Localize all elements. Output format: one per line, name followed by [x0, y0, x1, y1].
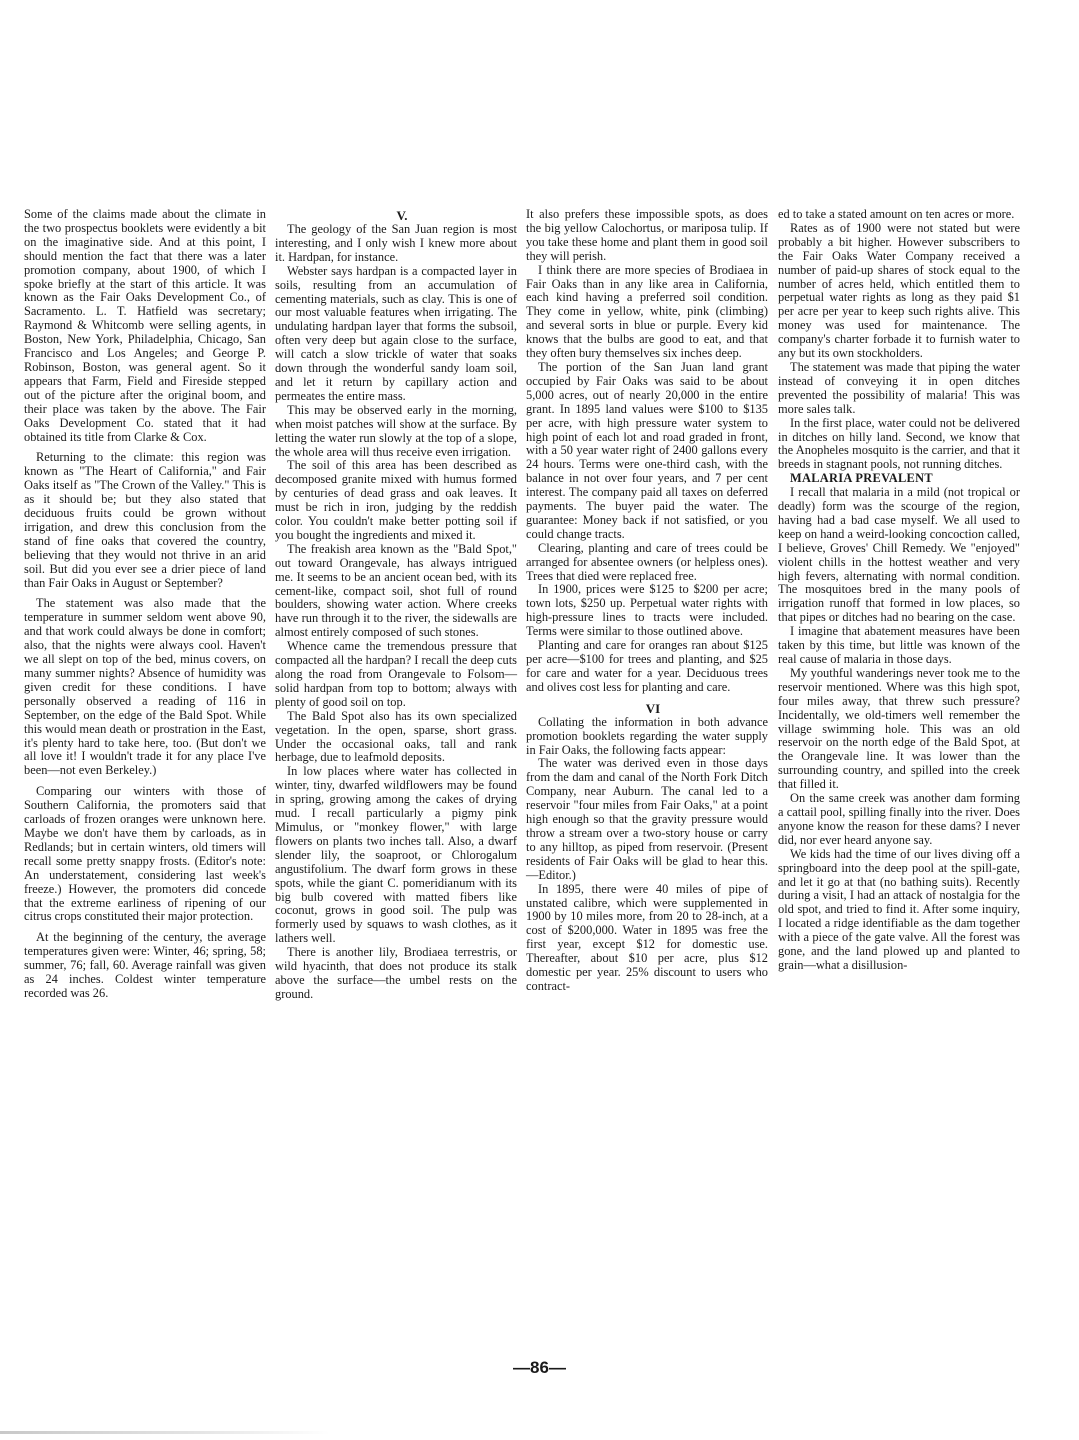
- text-column-4: [778, 208, 1020, 973]
- paragraph: Rates as of 1900 were not stated but were probably a bit higher. However subscribers to the Fair Oaks Water Company received a number of paid-up shares of stock equal to the number of acres held, which entitled them to perpetual water rights as long as they paid $1 per acre per year to keep such rights alive. This money was used for maintenance. The company's charter forbade it to furnish water to any but its own stockholders.: [778, 220, 1020, 361]
- page-number: —86—: [513, 1358, 566, 1377]
- paragraph: Some of the claims made about the climate in the two prospectus booklets were evidently a bit on the imaginative side. And at this point, I should mention the fact that there was a later promotion company, about 1900, of which I spoke briefly at the start of this article. It was known as the Fair Oaks Development Co., of Sacramento. L. T. Hatfield was secretary; Raymond & Whitcomb were selling agents, in Boston, New York, Philadelphia, Chicago, San Francisco and Los Angeles; and George P. Robinson, Boston, was general agent. So it appears that Farm, Field and Fireside stepped out of the picture after the original boom, and their place was taken by the above. The Fair Oaks Development Co. stated that it had obtained its title from Clarke & Cox.: [24, 207, 266, 444]
- paragraph: There is another lily, Brodiaea terrestris, or wild hyacinth, that does not produce its stalk above the surface—the umbel rests on the ground.: [275, 945, 517, 1001]
- paragraph: At the beginning of the century, the average temperatures given were: Winter, 46; spring, 58; summer, 76; fall, 60. Average rainfall was given as 24 inches. Coldest winter temperature recorded was 26.: [24, 930, 266, 1000]
- paragraph: The water was derived even in those days from the dam and canal of the North Fork Ditch Company, near Auburn. The canal led to a reservoir "four miles from Fair Oaks," at a point high enough so that the gravity pressure would throw a stream over a two-story house or carry to any hilltop, as piped from reservoir. (Present residents of Fair Oaks will be glad to hear this.—Editor.): [526, 756, 768, 882]
- paragraph: In 1895, there were 40 miles of pipe of unstated calibre, which were supplemented in 1900 by 10 miles more, from 20 to 28-inch, at a cost of $200,000. Water in 1895 was free the first year, except $12 for domestic use. Thereafter, about $10 per acre, plus $12 domestic per year. 25% discount to users who contract-: [526, 881, 768, 993]
- paragraph: It also prefers these impossible spots, as does the big yellow Calochortus, or mariposa tulip. If you take these home and plant them in good soil they will perish.: [526, 207, 768, 263]
- paragraph: In 1900, prices were $125 to $200 per acre; town lots, $250 up. Perpetual water rights with high-pressure lines to tracts were included. Terms were similar to those outlined above.: [526, 582, 768, 639]
- paragraph: The geology of the San Juan region is most interesting, and I only wish I knew more about it. Hardpan, for instance.: [275, 222, 517, 264]
- paragraph: The statement was made that piping the water instead of conveying it in open ditches prevented the possibility of malaria! This was more sales talk.: [778, 359, 1020, 416]
- paragraph: Clearing, planting and care of trees could be arranged for absentee owners (or helpless ones). Trees that died were replaced free.: [526, 540, 768, 583]
- paragraph: The statement was also made that the temperature in summer seldom went above 90, and that work could always be done in comfort; also, that the nights were always cool. Haven't we all slept on top of the bed, minus covers, on many summer nights? Absence of humidity was given credit for these conditions. I have personally observed a reading of 116 in September, on the edge of the Bald Spot. While this would mean death or prostration in the East, it's plenty hard to take here, too. (But don't we all love it! I wouldn't trade it for any place I've been—not even Berkeley.): [24, 596, 266, 778]
- paragraph: The freakish area known as the "Bald Spot," out toward Orangevale, has always intrigued me. It seems to be an ancient ocean bed, with its cement-like, compact soil, shot full of round boulders, showing water action. Where creeks have run through it to the river, the sidewalls are almost entirely composed of such stones.: [275, 541, 517, 640]
- paragraph: This may be observed early in the morning, when moist patches will show at the surface. By letting the water run slowly at the top of a slope, the whole area will thus receive even irrigation.: [275, 402, 517, 459]
- paragraph: The soil of this area has been described as decomposed granite mixed with humus formed by centuries of dead grass and oak leaves. It must be rich in iron, judging by the reddish color. You couldn't make better potting soil if you bought the ingredients and mixed it.: [275, 458, 517, 542]
- paragraph: In low places where water has collected in winter, tiny, dwarfed wildflowers may be found in spring, growing among the cakes of drying mud. I recall particularly a pigmy pink Mimulus, or "monkey flower," with large flowers on plants two inches tall. Also, a dwarf slender lily, the soaproot, or Chlorogalum angustifolium. The dwarf form grows in these spots, while the giant C. pomeridianum with its big bulb covered with matted fibers like coconut, grows in good soil. The pulp was formerly used by squaws to wash clothes, as it lathers well.: [275, 764, 517, 946]
- subheading: MALARIA PREVALENT: [790, 471, 933, 486]
- paragraph: Returning to the climate: this region was known as "The Heart of California," and Fair Oaks itself as "The Crown of the Valley." This is as it should be; but they also stated that deciduous fruits could be grown without irrigation, and drew this conclusion from the stand of fine oaks that covered the country, believing that they would not thrive in an arid soil. But did you ever see a drier piece of land than Fair Oaks in August or September?: [24, 450, 266, 590]
- paragraph: I recall that malaria in a mild (not tropical or deadly) form was the scourge of the region, having had a bad case myself. We all used to keep on hand a weird-looking concoction called, I believe, Groves' Chill Remedy. We "enjoyed" violent chills in the hottest weather and very high fevers, alternating with normal condition. The mosquitoes bred in the many pools of irrigation runoff that formed in low places, so that pipes or ditches had no bearing on the case.: [778, 485, 1020, 625]
- paragraph: My youthful wanderings never took me to the reservoir mentioned. Where was this high spot, four miles away, that threw such pressure? Incidentally, we old-timers well remember the village swimming hole. This was an old reservoir on the north edge of the Bald Spot, at the Orangevale line. It was lower than the surrounding country, and spilled into the creek that filled it.: [778, 665, 1020, 792]
- paragraph: The portion of the San Juan land grant occupied by Fair Oaks was said to be about 5,000 acres, out of nearly 20,000 in the entire grant. In 1895 land values were $100 to $135 per acre, with high pressure water system to high point of each lot and road graded in front, with a 50 year water right of 2400 gallons every 24 hours. Terms were one-third cash, with the balance in not over four years, and 7 per cent interest. The company paid all taxes on deferred payments. The buyer paid the water. The guarantee: Money back if not satisfied, or you could change tracts.: [526, 359, 768, 541]
- scan-edge-shadow: [0, 1431, 330, 1434]
- paragraph: Planting and care for oranges ran about $125 per acre—$100 for trees and planting, and $25 for care and water for a year. Deciduous trees and olives cost less for planting and care.: [526, 638, 768, 694]
- paragraph: Webster says hardpan is a compacted layer in soils, resulting from an accumulation of cementing materials, such as clay. This is one of our most valuable features when irrigating. The undulating hardpan layer that forms the subsoil, often very deep but again close to the surface, will catch a slow trickle of water that soaks down through the wonderful sandy loam soil, and let it return by capillary action and permeates the entire mass.: [275, 263, 517, 403]
- text-column-3: [526, 208, 768, 994]
- paragraph: In the first place, water could not be delivered in ditches on hilly land. Second, we know that the Anopheles mosquito is the carrier, and that it breeds in stagnant pools, not running ditches.: [778, 415, 1020, 472]
- text-column-1: [24, 208, 266, 1001]
- paragraph: I imagine that abatement measures have been taken by this time, but little was known of the real cause of malaria in those days.: [778, 624, 1020, 666]
- section-heading: VI: [645, 700, 661, 716]
- paragraph: Collating the information in both advance promotion booklets regarding the water supply in Fair Oaks, the following facts appear:: [526, 714, 768, 757]
- paragraph: ed to take a stated amount on ten acres or more.: [778, 207, 1015, 221]
- section-heading: V.: [396, 208, 408, 223]
- paragraph: I think there are more species of Brodiaea in Fair Oaks than in any like area in California, each kind having a preferred soil condition. They come in yellow, white, pink (climbing) and several sorts in blue or purple. Every kid knows that the bulbs are good to eat, and that they often bury themselves six inches deep.: [526, 262, 768, 361]
- paragraph: Comparing our winters with those of Southern California, the promoters said that carloads of frozen oranges were unknown here. Maybe we don't have them by carloads, as in Redlands; but in certain winters, old timers will recall some pretty snappy frosts. (Editor's note: An understatement, considering last week's freeze.) However, the promoters did concede that the extreme earliness of ripening of our citrus crops constituted their major protection.: [24, 784, 266, 924]
- paragraph: We kids had the time of our lives diving off a springboard into the deep pool at the spill-gate, and let it go at that (no bathing suits). Recently during a visit, I had an attack of nostalgia for the old spot, and tried to find it. After some inquiry, I located a ridge identifiable as the dam together with a piece of the gate valve. All the forest was gone, and the land plowed up and planted to grain—what a disillusion-: [778, 846, 1020, 972]
- text-column-2: [275, 208, 517, 1002]
- paragraph: Whence came the tremendous pressure that compacted all the hardpan? I recall the deep cuts along the road from Orangevale to Folsom—solid hardpan from top to bottom; always with plenty of good soil on top.: [275, 639, 517, 709]
- paragraph: On the same creek was another dam forming a cattail pool, spilling finally into the river. Does anyone know the reason for these dams? I never did, nor ever heard anyone say.: [778, 791, 1020, 847]
- paragraph: The Bald Spot also has its own specialized vegetation. In the open, sparse, short grass. Under the occasional oaks, tall and rank herbage, due to leafmold deposits.: [275, 708, 517, 765]
